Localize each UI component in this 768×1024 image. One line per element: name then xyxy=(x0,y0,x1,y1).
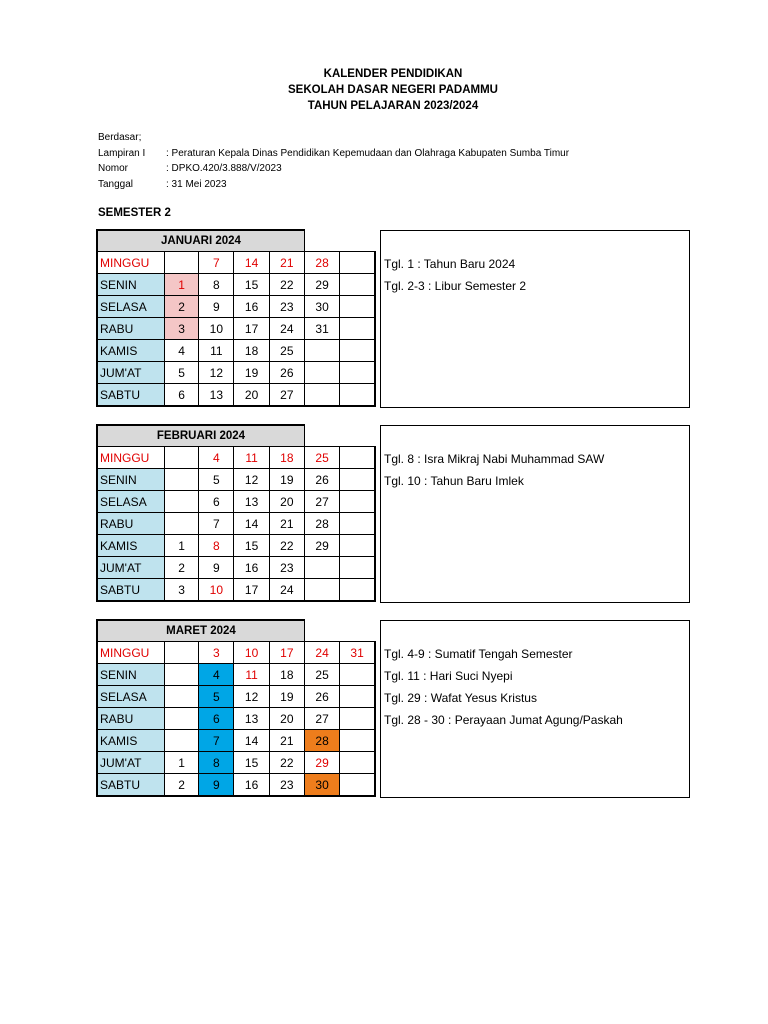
date-cell xyxy=(164,686,198,708)
date-cell xyxy=(304,579,339,602)
date-cell: 28 xyxy=(304,730,339,752)
date-cell: 22 xyxy=(269,535,304,557)
date-cell: 12 xyxy=(234,469,269,491)
date-cell: 9 xyxy=(199,774,234,797)
holiday-note: Tgl. 2-3 : Libur Semester 2 xyxy=(384,279,527,293)
week-row xyxy=(97,686,375,708)
week-row xyxy=(97,384,375,407)
date-cell: 7 xyxy=(199,252,234,274)
date-cell xyxy=(340,730,375,752)
date-cell xyxy=(164,642,198,664)
week-row xyxy=(97,535,375,557)
holiday-note: Tgl. 1 : Tahun Baru 2024 xyxy=(384,257,516,271)
day-label: SABTU xyxy=(97,579,164,602)
date-cell: 25 xyxy=(304,447,339,469)
date-cell xyxy=(340,513,375,535)
reference-value: : DPKO.420/3.888/V/2023 xyxy=(166,163,282,174)
reference-value: : Peraturan Kepala Dinas Pendidikan Kepemudaan dan Olahraga Kabupaten Sumba Timur xyxy=(166,147,570,159)
date-cell xyxy=(340,296,375,318)
date-cell: 15 xyxy=(234,752,269,774)
day-label: JUM'AT xyxy=(97,557,164,579)
day-label: MINGGU xyxy=(97,642,164,664)
date-cell xyxy=(340,579,375,602)
date-cell: 5 xyxy=(199,686,234,708)
day-label: SABTU xyxy=(97,384,164,407)
date-cell: 16 xyxy=(234,774,269,797)
date-cell xyxy=(164,513,198,535)
date-cell xyxy=(164,664,198,686)
week-row xyxy=(97,513,375,535)
date-cell: 11 xyxy=(234,664,269,686)
date-cell: 30 xyxy=(304,296,339,318)
day-label: RABU xyxy=(97,708,164,730)
holiday-note: Tgl. 4-9 : Sumatif Tengah Semester xyxy=(384,647,573,661)
date-cell: 8 xyxy=(199,752,234,774)
date-cell xyxy=(340,535,375,557)
date-cell xyxy=(340,469,375,491)
date-cell: 13 xyxy=(234,708,269,730)
date-cell: 2 xyxy=(164,774,198,797)
date-cell: 28 xyxy=(304,252,339,274)
day-label: JUM'AT xyxy=(97,362,164,384)
blank-cell xyxy=(304,620,339,642)
month-table xyxy=(96,424,376,602)
week-row xyxy=(97,557,375,579)
week-row xyxy=(97,752,375,774)
date-cell xyxy=(164,491,198,513)
blank-cell xyxy=(340,620,375,642)
date-cell: 19 xyxy=(234,362,269,384)
date-cell xyxy=(340,447,375,469)
date-cell: 3 xyxy=(164,318,198,340)
date-cell: 12 xyxy=(199,362,234,384)
date-cell xyxy=(304,384,339,407)
week-row xyxy=(97,774,375,797)
holiday-note: Tgl. 11 : Hari Suci Nyepi xyxy=(384,669,513,683)
date-cell: 1 xyxy=(164,752,198,774)
date-cell: 3 xyxy=(164,579,198,602)
month-title: JANUARI 2024 xyxy=(97,230,304,252)
date-cell: 10 xyxy=(234,642,269,664)
date-cell: 6 xyxy=(199,491,234,513)
date-cell: 18 xyxy=(234,340,269,362)
header-title: KALENDER PENDIDIKAN xyxy=(323,68,463,80)
date-cell: 21 xyxy=(269,252,304,274)
date-cell: 4 xyxy=(199,664,234,686)
month-calendar xyxy=(96,424,376,602)
holiday-note: Tgl. 8 : Isra Mikraj Nabi Muhammad SAW xyxy=(384,452,605,466)
date-cell xyxy=(164,252,198,274)
day-label: SABTU xyxy=(97,774,164,797)
date-cell: 5 xyxy=(199,469,234,491)
date-cell: 12 xyxy=(234,686,269,708)
blank-cell xyxy=(304,230,339,252)
week-row xyxy=(97,664,375,686)
reference-key: Tanggal xyxy=(98,178,134,190)
date-cell: 29 xyxy=(304,274,339,296)
date-cell: 26 xyxy=(304,686,339,708)
date-cell: 18 xyxy=(269,664,304,686)
date-cell: 10 xyxy=(199,579,234,602)
date-cell xyxy=(340,274,375,296)
date-cell: 20 xyxy=(269,491,304,513)
date-cell: 16 xyxy=(234,296,269,318)
date-cell xyxy=(340,557,375,579)
reference-intro: Berdasar; xyxy=(98,132,142,143)
date-cell xyxy=(340,752,375,774)
holiday-note: Tgl. 29 : Wafat Yesus Kristus xyxy=(384,691,537,705)
date-cell: 29 xyxy=(304,752,339,774)
date-cell xyxy=(340,708,375,730)
date-cell: 21 xyxy=(269,513,304,535)
date-cell: 9 xyxy=(199,296,234,318)
date-cell: 1 xyxy=(164,274,198,296)
month-calendar xyxy=(96,229,376,407)
date-cell xyxy=(164,730,198,752)
blank-cell xyxy=(340,230,375,252)
week-row xyxy=(97,340,375,362)
month-table xyxy=(96,619,376,797)
date-cell xyxy=(340,774,375,797)
month-title: MARET 2024 xyxy=(97,620,304,642)
date-cell: 9 xyxy=(199,557,234,579)
date-cell: 22 xyxy=(269,274,304,296)
date-cell: 25 xyxy=(269,340,304,362)
date-cell: 2 xyxy=(164,296,198,318)
date-cell: 23 xyxy=(269,774,304,797)
week-row xyxy=(97,708,375,730)
document-header xyxy=(0,66,768,114)
date-cell: 13 xyxy=(199,384,234,407)
day-label: SELASA xyxy=(97,686,164,708)
date-cell: 23 xyxy=(269,557,304,579)
date-cell: 27 xyxy=(304,491,339,513)
day-label: SELASA xyxy=(97,296,164,318)
week-row xyxy=(97,642,375,664)
day-label: SENIN xyxy=(97,469,164,491)
week-row xyxy=(97,491,375,513)
date-cell: 19 xyxy=(269,686,304,708)
week-row xyxy=(97,579,375,602)
date-cell: 24 xyxy=(269,318,304,340)
date-cell xyxy=(340,664,375,686)
reference-key: Nomor xyxy=(98,163,129,174)
day-label: SELASA xyxy=(97,491,164,513)
date-cell: 11 xyxy=(199,340,234,362)
reference-value: : 31 Mei 2023 xyxy=(166,178,227,190)
month-table xyxy=(96,229,376,407)
date-cell: 6 xyxy=(164,384,198,407)
date-cell: 2 xyxy=(164,557,198,579)
reference-row xyxy=(98,177,569,193)
date-cell: 17 xyxy=(234,318,269,340)
blank-cell xyxy=(340,425,375,447)
date-cell xyxy=(164,469,198,491)
day-label: RABU xyxy=(97,318,164,340)
reference-row xyxy=(98,146,569,162)
date-cell: 15 xyxy=(234,274,269,296)
date-cell xyxy=(304,557,339,579)
date-cell: 6 xyxy=(199,708,234,730)
day-label: RABU xyxy=(97,513,164,535)
date-cell: 7 xyxy=(199,513,234,535)
date-cell: 17 xyxy=(234,579,269,602)
date-cell xyxy=(340,362,375,384)
day-label: SENIN xyxy=(97,274,164,296)
date-cell: 30 xyxy=(304,774,339,797)
week-row xyxy=(97,296,375,318)
date-cell xyxy=(340,384,375,407)
date-cell: 25 xyxy=(304,664,339,686)
blank-cell xyxy=(304,425,339,447)
date-cell xyxy=(304,362,339,384)
date-cell: 4 xyxy=(199,447,234,469)
date-cell: 8 xyxy=(199,274,234,296)
date-cell xyxy=(164,708,198,730)
date-cell: 20 xyxy=(234,384,269,407)
holiday-note: Tgl. 10 : Tahun Baru Imlek xyxy=(384,474,524,488)
date-cell: 8 xyxy=(199,535,234,557)
date-cell xyxy=(340,252,375,274)
day-label: KAMIS xyxy=(97,535,164,557)
day-label: KAMIS xyxy=(97,730,164,752)
week-row xyxy=(97,469,375,491)
date-cell: 19 xyxy=(269,469,304,491)
day-label: KAMIS xyxy=(97,340,164,362)
date-cell xyxy=(340,491,375,513)
date-cell: 22 xyxy=(269,752,304,774)
date-cell: 20 xyxy=(269,708,304,730)
week-row xyxy=(97,274,375,296)
date-cell: 27 xyxy=(269,384,304,407)
date-cell: 16 xyxy=(234,557,269,579)
header-year: TAHUN PELAJARAN 2023/2024 xyxy=(307,100,479,112)
week-row xyxy=(97,730,375,752)
semester-heading: SEMESTER 2 xyxy=(98,207,171,219)
date-cell: 24 xyxy=(269,579,304,602)
holiday-notes xyxy=(380,620,690,798)
day-label: MINGGU xyxy=(97,447,164,469)
date-cell: 26 xyxy=(269,362,304,384)
date-cell: 15 xyxy=(234,535,269,557)
reference-block xyxy=(98,130,569,192)
date-cell: 14 xyxy=(234,252,269,274)
date-cell: 28 xyxy=(304,513,339,535)
holiday-notes xyxy=(380,425,690,603)
week-row xyxy=(97,362,375,384)
date-cell xyxy=(164,447,198,469)
date-cell: 1 xyxy=(164,535,198,557)
date-cell: 17 xyxy=(269,642,304,664)
date-cell: 14 xyxy=(234,513,269,535)
reference-row xyxy=(98,161,569,177)
date-cell xyxy=(340,340,375,362)
date-cell: 26 xyxy=(304,469,339,491)
date-cell: 4 xyxy=(164,340,198,362)
month-title: FEBRUARI 2024 xyxy=(97,425,304,447)
week-row xyxy=(97,318,375,340)
date-cell: 27 xyxy=(304,708,339,730)
holiday-notes xyxy=(380,230,690,408)
date-cell: 18 xyxy=(269,447,304,469)
date-cell xyxy=(340,686,375,708)
date-cell xyxy=(340,318,375,340)
reference-key: Lampiran I xyxy=(98,147,146,159)
day-label: SENIN xyxy=(97,664,164,686)
date-cell: 13 xyxy=(234,491,269,513)
date-cell: 24 xyxy=(304,642,339,664)
date-cell: 29 xyxy=(304,535,339,557)
day-label: JUM'AT xyxy=(97,752,164,774)
date-cell: 7 xyxy=(199,730,234,752)
date-cell: 5 xyxy=(164,362,198,384)
month-calendar xyxy=(96,619,376,797)
date-cell: 31 xyxy=(304,318,339,340)
date-cell: 14 xyxy=(234,730,269,752)
date-cell: 31 xyxy=(340,642,375,664)
date-cell xyxy=(304,340,339,362)
date-cell: 21 xyxy=(269,730,304,752)
week-row xyxy=(97,447,375,469)
date-cell: 11 xyxy=(234,447,269,469)
date-cell: 3 xyxy=(199,642,234,664)
week-row xyxy=(97,252,375,274)
date-cell: 10 xyxy=(199,318,234,340)
header-school: SEKOLAH DASAR NEGERI PADAMMU xyxy=(288,84,498,96)
holiday-note: Tgl. 28 - 30 : Perayaan Jumat Agung/Paskah xyxy=(384,713,623,727)
date-cell: 23 xyxy=(269,296,304,318)
day-label: MINGGU xyxy=(97,252,164,274)
